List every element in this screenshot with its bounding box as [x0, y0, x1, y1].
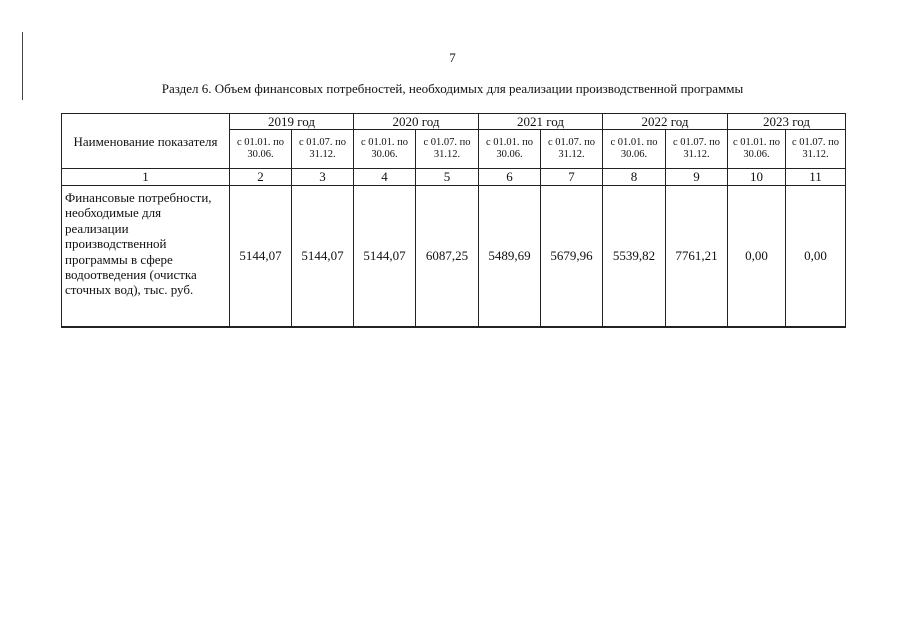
row-value: 0,00 [728, 186, 786, 328]
section-title: Раздел 6. Объем финансовых потребностей, необходимых для реализации производственной программы [161, 81, 744, 96]
period-header: с 01.01. по 30.06. [230, 130, 292, 169]
year-header: 2020 год [354, 114, 479, 130]
period-header: с 01.01. по 30.06. [354, 130, 416, 169]
year-header-row [62, 114, 846, 130]
column-number: 4 [354, 169, 416, 186]
column-number: 1 [62, 169, 230, 186]
financial-needs-table [61, 113, 846, 328]
period-header: с 01.07. по 31.12. [541, 130, 603, 169]
column-number: 9 [666, 169, 728, 186]
column-number: 5 [416, 169, 479, 186]
year-header: 2023 год [728, 114, 846, 130]
page-number: 7 [449, 50, 456, 65]
period-header: с 01.07. по 31.12. [292, 130, 354, 169]
column-number: 2 [230, 169, 292, 186]
column-number: 10 [728, 169, 786, 186]
period-header: с 01.01. по 30.06. [728, 130, 786, 169]
column-number: 3 [292, 169, 354, 186]
row-value: 5144,07 [292, 186, 354, 328]
column-number: 6 [479, 169, 541, 186]
table-row [62, 186, 846, 328]
row-value: 5539,82 [603, 186, 666, 328]
period-header: с 01.01. по 30.06. [479, 130, 541, 169]
row-value: 6087,25 [416, 186, 479, 328]
column-number: 7 [541, 169, 603, 186]
year-header: 2021 год [479, 114, 603, 130]
column-number: 11 [786, 169, 846, 186]
name-column-header: Наименование показателя [62, 114, 230, 169]
column-number-row [62, 169, 846, 186]
column-number: 8 [603, 169, 666, 186]
period-header: с 01.01. по 30.06. [603, 130, 666, 169]
period-header: с 01.07. по 31.12. [786, 130, 846, 169]
period-header: с 01.07. по 31.12. [416, 130, 479, 169]
row-value: 0,00 [786, 186, 846, 328]
row-value: 5489,69 [479, 186, 541, 328]
year-header: 2022 год [603, 114, 728, 130]
row-value: 5679,96 [541, 186, 603, 328]
row-value: 5144,07 [354, 186, 416, 328]
period-header: с 01.07. по 31.12. [666, 130, 728, 169]
row-value: 7761,21 [666, 186, 728, 328]
year-header: 2019 год [230, 114, 354, 130]
row-value: 5144,07 [230, 186, 292, 328]
row-indicator-name: Финансовые потребности, необходимые для реализации производственной программы в сфере водоотведения (очистка сточных вод), тыс. руб. [62, 186, 230, 328]
